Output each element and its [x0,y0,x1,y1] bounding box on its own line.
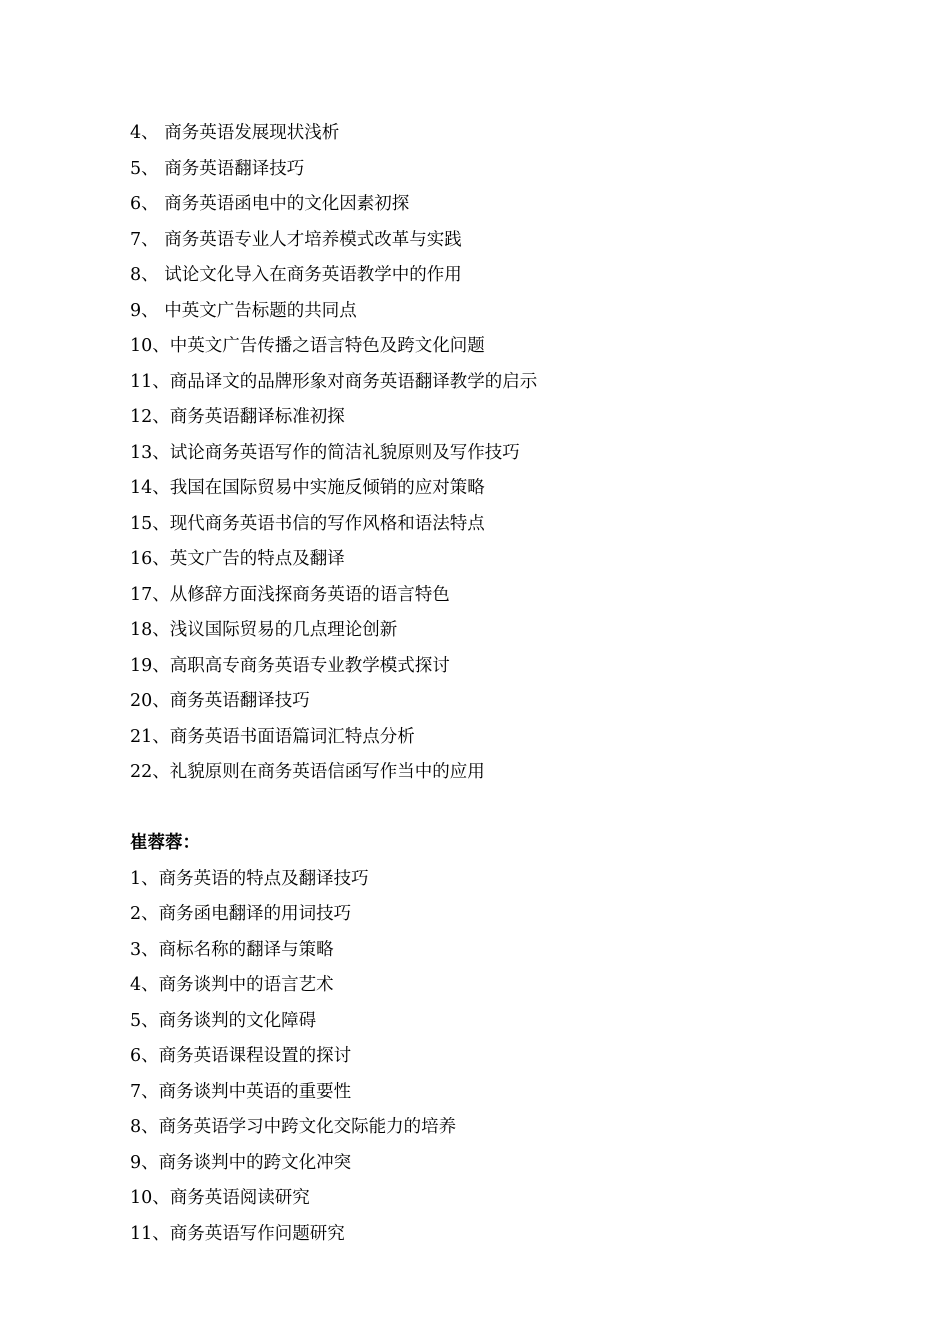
list-item: 9、商务谈判中的跨文化冲突 [130,1152,352,1173]
list-item: 14、我国在国际贸易中实施反倾销的应对策略 [130,478,485,498]
section-heading: 崔蓉蓉： [130,833,200,853]
topic-list-2 [130,826,850,1252]
list-item: 11、商品译文的品牌形象对商务英语翻译教学的启示 [130,371,538,392]
list-item: 15、现代商务英语书信的写作风格和语法特点 [130,513,485,534]
list-item: 13、试论商务英语写作的简洁礼貌原则及写作技巧 [130,442,520,463]
list-item: 12、商务英语翻译标准初探 [130,407,345,427]
list-item: 5、商务谈判的文化障碍 [130,1010,317,1031]
list-item: 3、商标名称的翻译与策略 [130,939,334,960]
list-item: 10、中英文广告传播之语言特色及跨文化问题 [130,336,485,356]
list-item: 7、 商务英语专业人才培养模式改革与实践 [130,229,462,250]
list-item: 4、 商务英语发展现状浅析 [130,123,340,143]
list-item: 18、浅议国际贸易的几点理论创新 [130,620,398,640]
list-item: 4、商务谈判中的语言艺术 [130,975,334,995]
list-item: 16、英文广告的特点及翻译 [130,549,345,569]
list-item: 22、礼貌原则在商务英语信函写作当中的应用 [130,762,485,782]
topic-list-1 [130,116,850,791]
list-item: 17、从修辞方面浅探商务英语的语言特色 [130,584,450,605]
list-item: 2、商务函电翻译的用词技巧 [130,904,352,924]
list-item: 8、商务英语学习中跨文化交际能力的培养 [130,1117,457,1137]
list-item: 19、高职高专商务英语专业教学模式探讨 [130,655,450,676]
list-item: 9、 中英文广告标题的共同点 [130,300,357,321]
list-item: 21、商务英语书面语篇词汇特点分析 [130,726,415,747]
list-item: 7、商务谈判中英语的重要性 [130,1081,352,1102]
list-item: 6、商务英语课程设置的探讨 [130,1046,352,1066]
list-item: 8、 试论文化导入在商务英语教学中的作用 [130,265,462,285]
list-item: 20、商务英语翻译技巧 [130,691,310,711]
list-item: 11、商务英语写作问题研究 [130,1223,345,1244]
list-item: 10、商务英语阅读研究 [130,1188,310,1208]
list-item: 6、 商务英语函电中的文化因素初探 [130,194,410,214]
list-item: 5、 商务英语翻译技巧 [130,158,305,179]
list-item: 1、商务英语的特点及翻译技巧 [130,868,369,889]
